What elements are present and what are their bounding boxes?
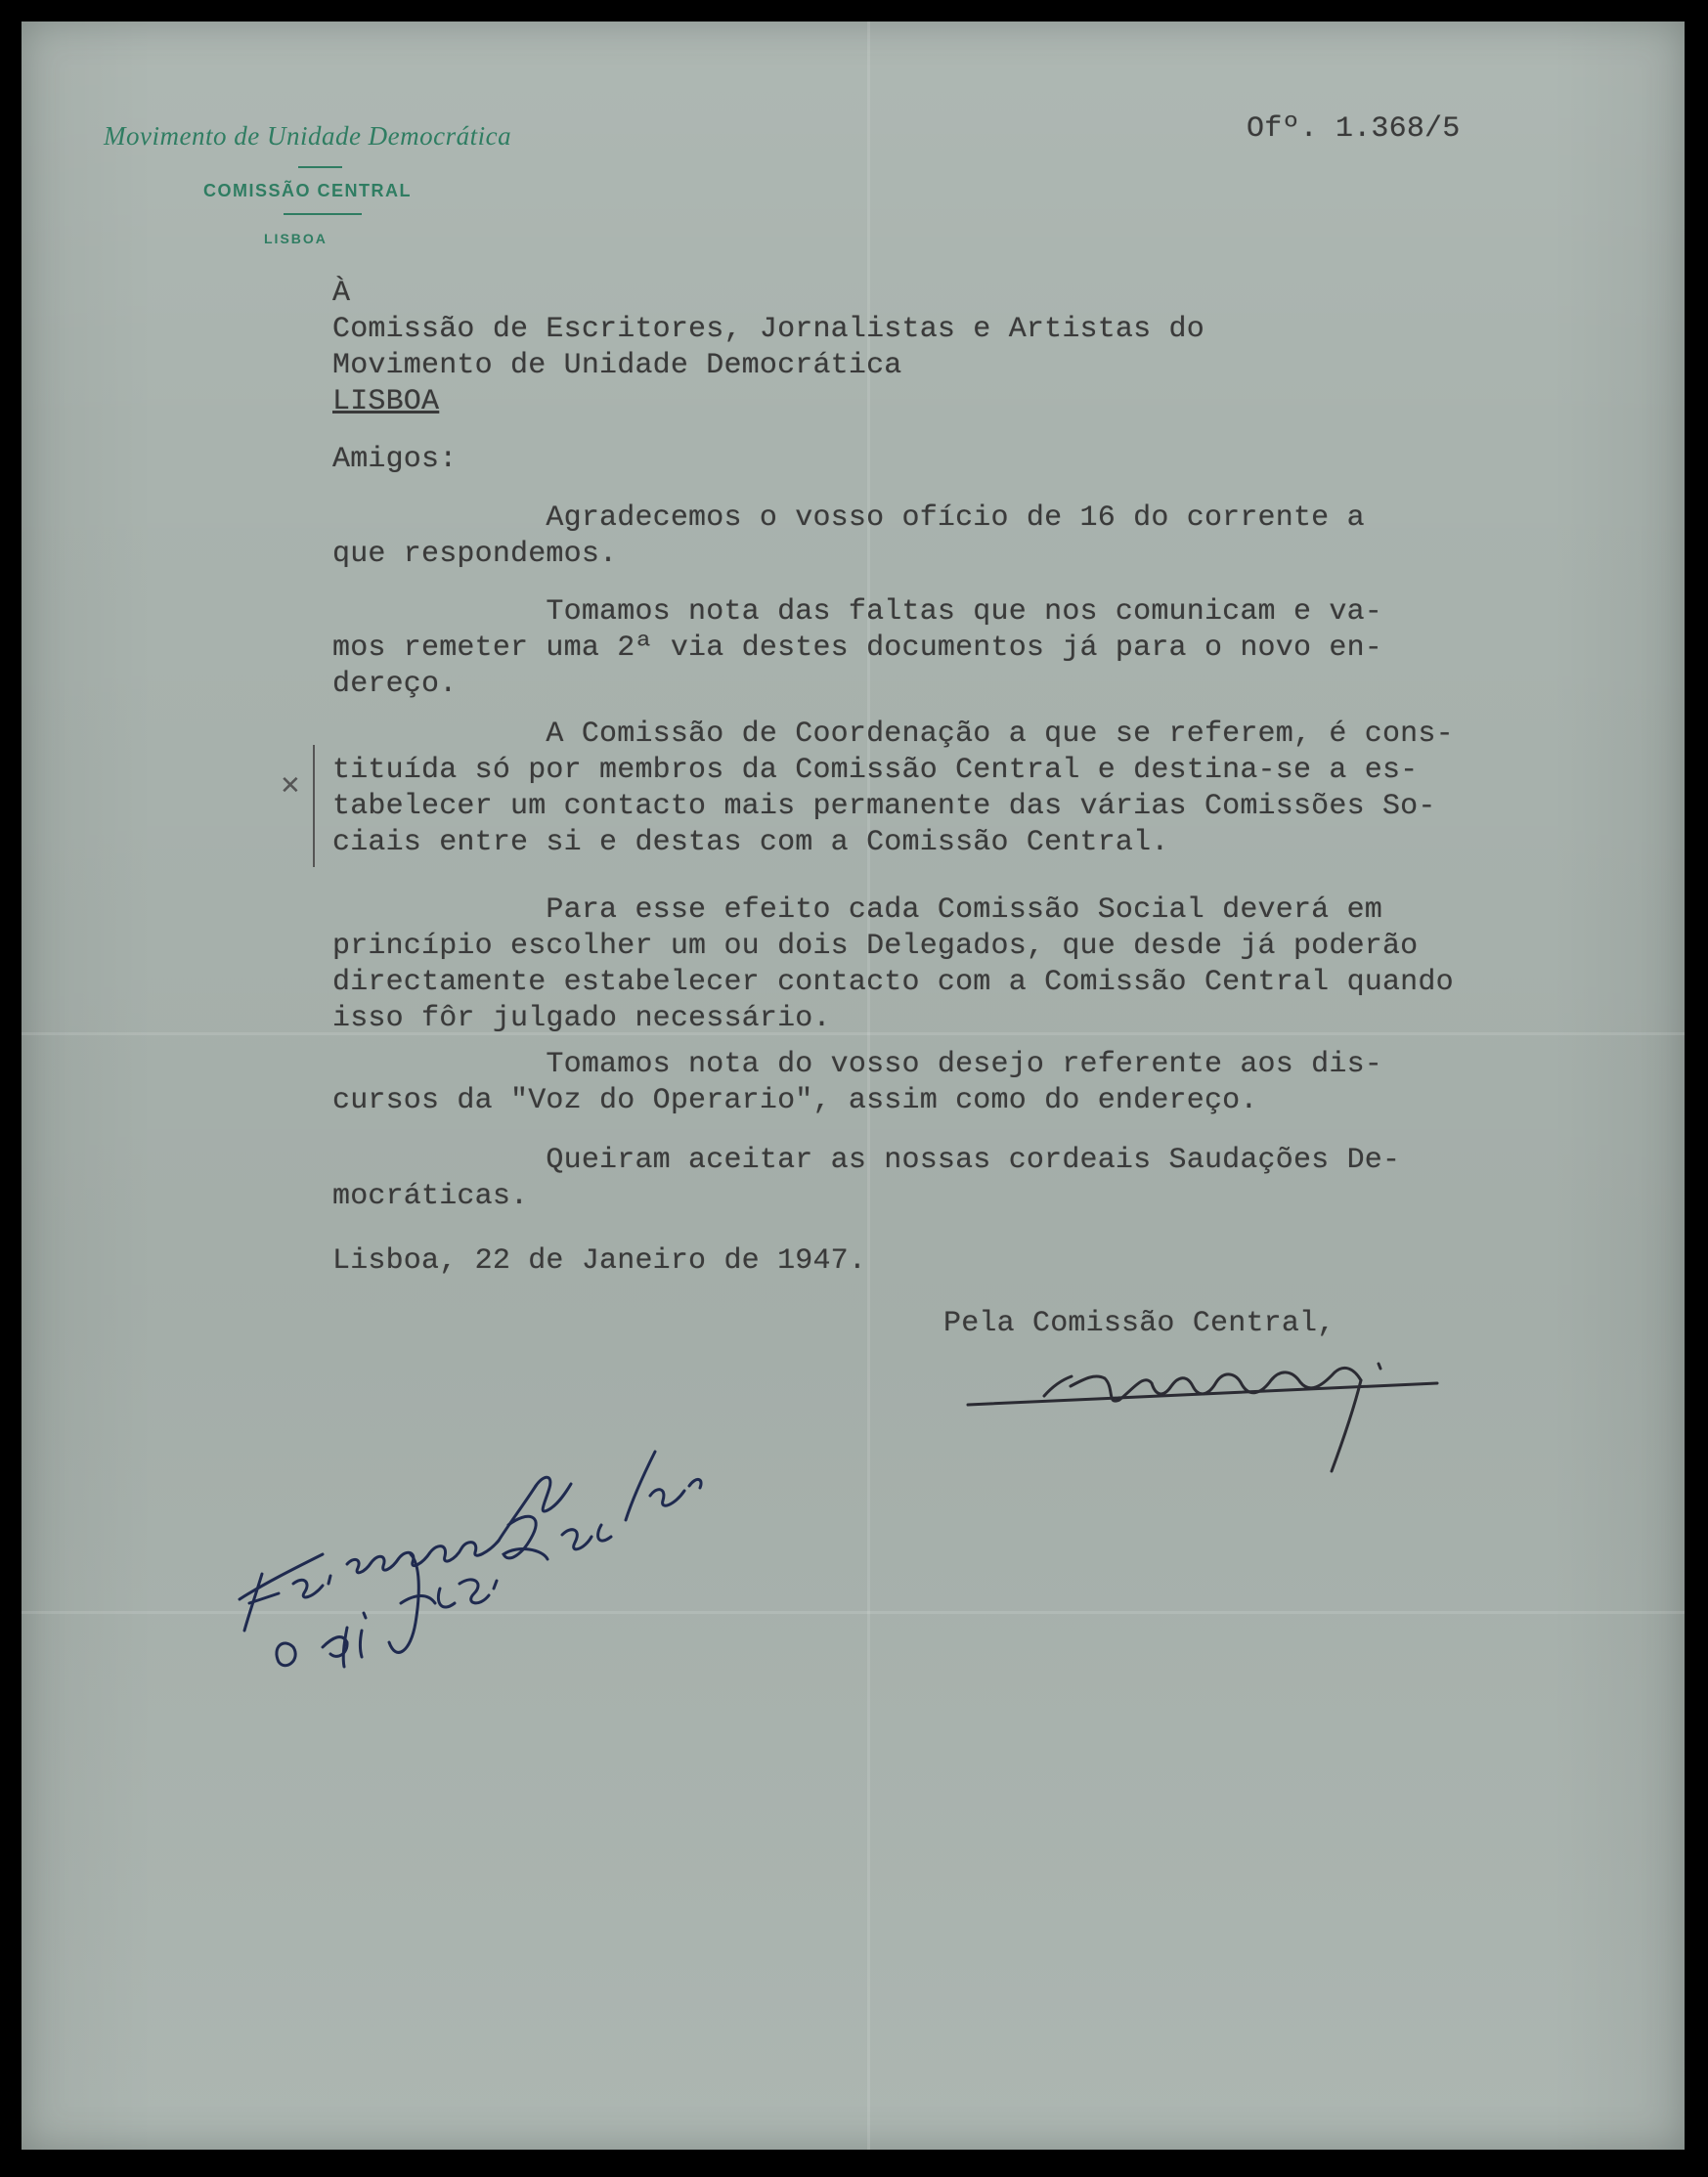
letterhead-city: LISBOA bbox=[264, 231, 328, 246]
signature bbox=[968, 1364, 1437, 1471]
greeting: Amigos: bbox=[332, 443, 458, 476]
handwritten-note bbox=[240, 1452, 701, 1667]
office-reference: Ofº. 1.368/5 bbox=[1247, 112, 1461, 146]
recipient-line-2: Comissão de Escritores, Jornalistas e Artistas do bbox=[332, 313, 1204, 346]
paragraph-2: Tomamos nota das faltas que nos comunicam e va- mos remeter uma 2ª via destes documentos já para o novo en- dereço. bbox=[332, 595, 1382, 701]
recipient-line-3: Movimento de Unidade Democrática bbox=[332, 349, 902, 382]
recipient-city: LISBOA bbox=[332, 385, 440, 418]
paragraph-1: Agradecemos o vosso ofício de 16 do corrente a que respondemos. bbox=[332, 501, 1365, 571]
paragraph-6: Queiram aceitar as nossas cordeais Saudações De- mocráticas. bbox=[332, 1144, 1401, 1213]
margin-mark: ✕ bbox=[280, 771, 301, 800]
paragraph-4: Para esse efeito cada Comissão Social deverá em princípio escolher um ou dois Delegados, que desde já poderão directamente estabelecer contacto com a Comissão Central quando isso fôr julgado necessário. bbox=[332, 893, 1454, 1035]
signoff: Pela Comissão Central, bbox=[943, 1307, 1336, 1340]
dateline: Lisboa, 22 de Janeiro de 1947. bbox=[332, 1244, 867, 1278]
paragraph-3: A Comissão de Coordenação a que se referem, é cons- tituída só por membros da Comissão Central e destina-se a es- tabelecer um contacto mais permanente das várias Comissões So- ciais entre si e destas com a Comissão Central. bbox=[332, 718, 1454, 859]
recipient-line-1: À bbox=[332, 277, 351, 310]
letterhead-department: COMISSÃO CENTRAL bbox=[203, 181, 412, 200]
paragraph-5: Tomamos nota do vosso desejo referente aos dis- cursos da "Voz do Operario", assim como do endereço. bbox=[332, 1048, 1382, 1117]
letterhead-organization: Movimento de Unidade Democrática bbox=[104, 121, 512, 151]
